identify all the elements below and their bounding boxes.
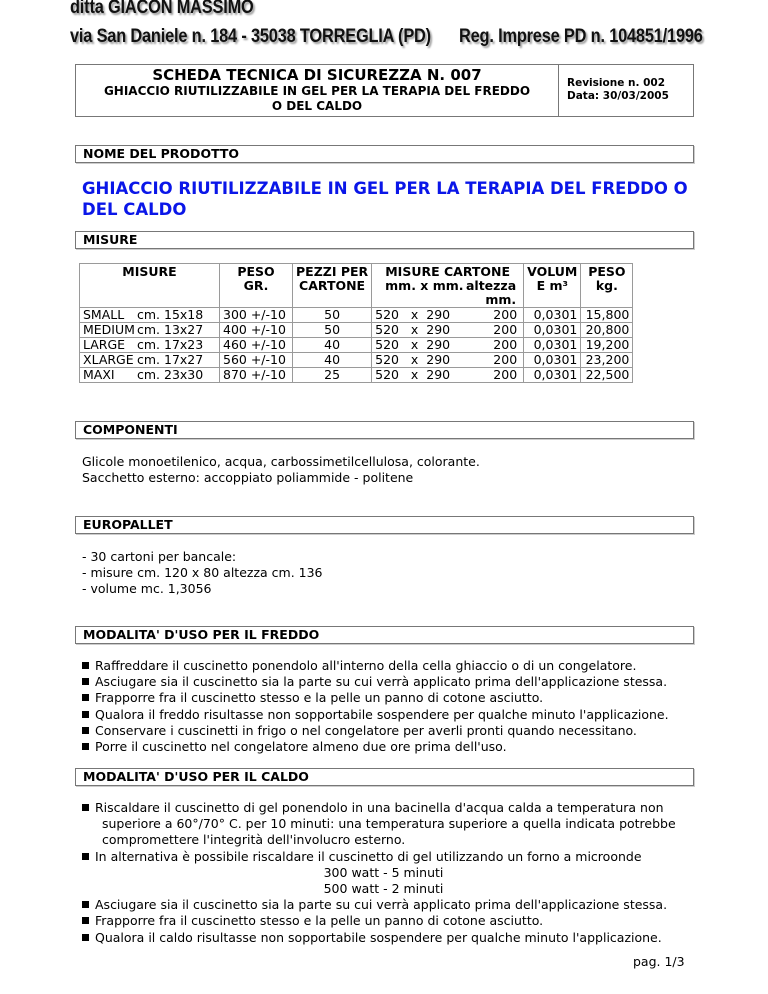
list-item: Conservare i cuscinetti in frigo o nel congelatore per averli pronti quando necessitano. [82,723,702,739]
document-title: SCHEDA TECNICA DI SICUREZZA N. 007 [152,66,482,84]
document-subtitle-2: O DEL CALDO [271,99,363,113]
square-bullet-icon [82,711,89,718]
col-header-weight: PESO GR. [220,264,293,308]
revision-number: Revisione n. 002 [567,77,666,89]
company-address: via San Daniele n. 184 - 35038 TORREGLIA (PD) [70,26,431,47]
europallet-line: - 30 cartoni per bancale: [82,549,237,564]
square-bullet-icon [82,853,89,860]
table-row: LARGE cm. 17x23 460 +/-10 40 520 x 290 200 0,0301 19,200 [80,338,633,353]
document-subtitle-1: GHIACCIO RIUTILIZZABILE IN GEL PER LA TERAPIA DEL FREDDO [103,84,531,98]
list-item: Raffreddare il cuscinetto ponendolo all'interno della cella ghiaccio o di un congelatore. [82,658,702,674]
list-item: Porre il cuscinetto nel congelatore almeno due ore prima dell'uso. [82,739,702,755]
components-line: Sacchetto esterno: accoppiato poliammide - politene [82,470,414,485]
europallet-line: - misure cm. 120 x 80 altezza cm. 136 [82,565,323,580]
list-item: Riscaldare il cuscinetto di gel ponendolo in una bacinella d'acqua calda a temperatura non superiore a 60°/70° C. per 10 minuti: una temperatura superiore a quella indicata potrebbe compromettere l'integrità dell'involucro esterno. [82,800,702,849]
table-row: MEDIUM cm. 13x27 400 +/-10 50 520 x 290 200 0,0301 20,800 [80,323,633,338]
list-item: Frapporre fra il cuscinetto stesso e la pelle un panno di cotone asciutto. [82,690,702,706]
list-item: Qualora il caldo risultasse non sopportabile sospendere per qualche minuto l'applicazione. [82,930,702,946]
list-item: Qualora il freddo risultasse non sopportabile sospendere per qualche minuto l'applicazione. [82,707,702,723]
revision-info [559,65,693,116]
revision-date: Data: 30/03/2005 [567,90,669,102]
square-bullet-icon [82,727,89,734]
list-item: Asciugare sia il cuscinetto sia la parte su cui verrà applicato prima dell'applicazione stessa. [82,897,702,913]
cold-use-list [82,658,702,755]
section-header-europallet: EUROPALLET [75,516,694,534]
section-header-misure: MISURE [75,231,694,249]
section-header-componenti: COMPONENTI [75,421,694,439]
page-number: pag. 1/3 [633,954,685,969]
components-text [82,454,480,486]
square-bullet-icon [82,901,89,908]
list-item: Frapporre fra il cuscinetto stesso e la pelle un panno di cotone asciutto. [82,913,702,929]
table-header-row [80,264,633,308]
heat-use-list [82,800,702,946]
title-block [75,64,694,117]
microwave-setting: 500 watt - 2 minuti [323,881,444,897]
company-name: ditta GIACON MASSIMO [70,0,254,18]
product-name [82,178,702,220]
list-item: In alternativa è possibile riscaldare il cuscinetto di gel utilizzando un forno a microonde 300 watt - 5 minuti 500 watt - 2 minuti [82,849,702,898]
square-bullet-icon [82,694,89,701]
company-registry: Reg. Imprese PD n. 104851/1996 [459,26,703,47]
measures-table [79,263,633,383]
section-header-cold-use: MODALITA' D'USO PER IL FREDDO [75,626,694,644]
section-header-product-name: NOME DEL PRODOTTO [75,145,694,163]
square-bullet-icon [82,662,89,669]
square-bullet-icon [82,917,89,924]
europallet-line: - volume mc. 1,3056 [82,581,212,596]
square-bullet-icon [82,678,89,685]
col-header-size: MISURE [80,264,220,308]
product-name-line-1: GHIACCIO RIUTILIZZABILE IN GEL PER LA TERAPIA DEL FREDDO O [82,179,688,198]
product-name-line-2: DEL CALDO [82,200,187,219]
square-bullet-icon [82,743,89,750]
microwave-setting: 300 watt - 5 minuti [323,864,444,880]
col-header-carton: MISURE CARTONE mm. x mm. altezza mm. [372,264,524,308]
components-line: Glicole monoetilenico, acqua, carbossimetilcellulosa, colorante. [82,454,480,469]
square-bullet-icon [82,804,89,811]
list-item: Asciugare sia il cuscinetto sia la parte su cui verrà applicato prima dell'applicazione stessa. [82,674,702,690]
table-row: MAXI cm. 23x30 870 +/-10 25 520 x 290 200 0,0301 22,500 [80,368,633,383]
table-row: SMALL cm. 15x18 300 +/-10 50 520 x 290 200 0,0301 15,800 [80,308,633,323]
title-main [76,65,559,116]
section-header-heat-use: MODALITA' D'USO PER IL CALDO [75,768,694,786]
col-header-pieces: PEZZI PER CARTONE [293,264,372,308]
table-row: XLARGE cm. 17x27 560 +/-10 40 520 x 290 200 0,0301 23,200 [80,353,633,368]
col-header-kg: PESO kg. [581,264,633,308]
square-bullet-icon [82,934,89,941]
europallet-text [82,549,323,597]
col-header-volume: VOLUM E m³ [524,264,581,308]
